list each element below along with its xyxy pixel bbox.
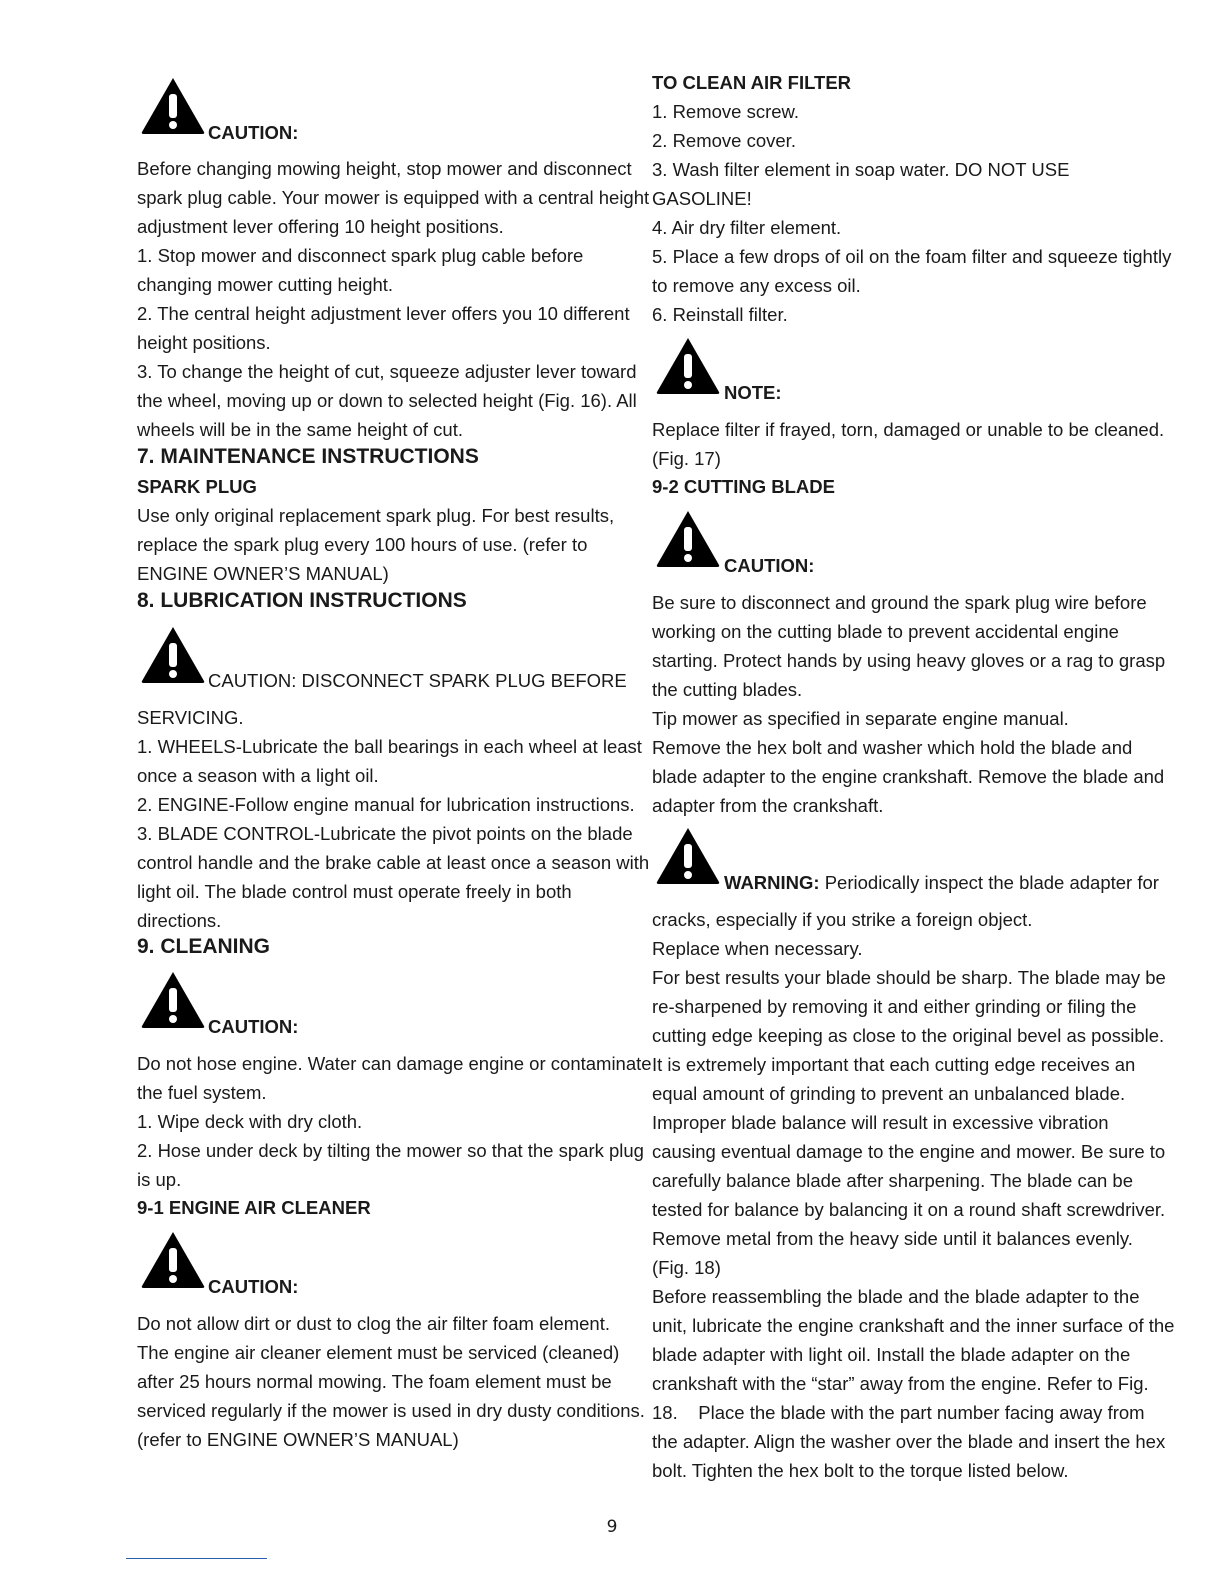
text-line: bolt. Tighten the hex bolt to the torque listed below.	[652, 1460, 1069, 1481]
text-line: Before reassembling the blade and the blade adapter to the	[652, 1286, 1140, 1307]
text-line: GASOLINE!	[652, 188, 752, 209]
text-line: height positions.	[137, 332, 271, 353]
text-line: Do not allow dirt or dust to clog the air filter foam element.	[137, 1313, 610, 1334]
subheading-cutting-blade: 9-2 CUTTING BLADE	[652, 476, 835, 497]
warning-label: WARNING:	[724, 872, 820, 893]
caution-disconnect-text: CAUTION: DISCONNECT SPARK PLUG BEFORE	[208, 670, 627, 691]
text-line: Be sure to disconnect and ground the spark plug wire before	[652, 592, 1147, 613]
text-line: cutting edge keeping as close to the original bevel as possible.	[652, 1025, 1165, 1046]
caution-label: CAUTION:	[208, 1276, 299, 1297]
text-line: is up.	[137, 1169, 182, 1190]
text-line: 5. Place a few drops of oil on the foam filter and squeeze tightly	[652, 246, 1172, 267]
warning-triangle-icon	[140, 1230, 208, 1290]
section-heading-lubrication: 8. LUBRICATION INSTRUCTIONS	[137, 589, 467, 612]
text-line: 4. Air dry filter element.	[652, 217, 842, 238]
text-line: Before changing mowing height, stop mower and disconnect	[137, 158, 632, 179]
text-line: 18. Place the blade with the part number facing away from	[652, 1402, 1145, 1423]
text-line: 3. Wash filter element in soap water. DO NOT USE	[652, 159, 1070, 180]
text-line: SERVICING.	[137, 707, 244, 728]
warning-triangle-icon	[140, 970, 208, 1030]
text-line: Tip mower as specified in separate engine manual.	[652, 708, 1069, 729]
text-line: 6. Reinstall filter.	[652, 304, 788, 325]
text-line: 2. Hose under deck by tilting the mower so that the spark plug	[137, 1140, 644, 1161]
text-line: Replace when necessary.	[652, 938, 863, 959]
text-line: Do not hose engine. Water can damage engine or contaminate	[137, 1053, 652, 1074]
text-line: cracks, especially if you strike a foreign object.	[652, 909, 1033, 930]
text-line: working on the cutting blade to prevent accidental engine	[652, 621, 1119, 642]
text-line: ENGINE OWNER’S MANUAL)	[137, 563, 389, 584]
text-line: equal amount of grinding to prevent an unbalanced blade.	[652, 1083, 1126, 1104]
warning-triangle-icon	[655, 826, 723, 886]
text-line: blade adapter with light oil. Install the blade adapter on the	[652, 1344, 1131, 1365]
text-line: wheels will be in the same height of cut.	[137, 419, 463, 440]
text-line: unit, lubricate the engine crankshaft and the inner surface of the	[652, 1315, 1175, 1336]
warning-text: Periodically inspect the blade adapter for	[819, 872, 1159, 893]
caution-label: CAUTION:	[724, 555, 815, 576]
text-line: control handle and the brake cable at least once a season with	[137, 852, 650, 873]
text-line: 1. Remove screw.	[652, 101, 800, 122]
text-line: crankshaft with the “star” away from the engine. Refer to Fig.	[652, 1373, 1149, 1394]
text-line: starting. Protect hands by using heavy gloves or a rag to grasp	[652, 650, 1166, 671]
section-heading-maintenance: 7. MAINTENANCE INSTRUCTIONS	[137, 445, 479, 468]
footnote-divider	[126, 1558, 267, 1559]
warning-line	[724, 872, 1159, 894]
text-line: tested for balance by balancing it on a round shaft screwdriver.	[652, 1199, 1166, 1220]
text-line: (Fig. 18)	[652, 1257, 721, 1278]
text-line: Use only original replacement spark plug. For best results,	[137, 505, 615, 526]
text-line: The engine air cleaner element must be serviced (cleaned)	[137, 1342, 620, 1363]
text-line: re-sharpened by removing it and either grinding or filing the	[652, 996, 1137, 1017]
text-line: Remove metal from the heavy side until it balances evenly.	[652, 1228, 1133, 1249]
text-line: 2. ENGINE-Follow engine manual for lubrication instructions.	[137, 794, 635, 815]
text-line: It is extremely important that each cutting edge receives an	[652, 1054, 1136, 1075]
caution-label: CAUTION:	[208, 1016, 299, 1037]
text-line: 3. To change the height of cut, squeeze adjuster lever toward	[137, 361, 637, 382]
subheading-clean-air-filter: TO CLEAN AIR FILTER	[652, 72, 852, 93]
warning-triangle-icon	[140, 625, 208, 685]
text-line: after 25 hours normal mowing. The foam element must be	[137, 1371, 612, 1392]
note-label: NOTE:	[724, 382, 782, 403]
text-line: causing eventual damage to the engine and mower. Be sure to	[652, 1141, 1166, 1162]
text-line: Improper blade balance will result in excessive vibration	[652, 1112, 1109, 1133]
text-line: adjustment lever offering 10 height positions.	[137, 216, 504, 237]
text-line: adapter from the crankshaft.	[652, 795, 884, 816]
subheading-spark-plug: SPARK PLUG	[137, 476, 257, 497]
text-line: 2. Remove cover.	[652, 130, 796, 151]
text-line: 2. The central height adjustment lever offers you 10 different	[137, 303, 630, 324]
text-line: replace the spark plug every 100 hours of use. (refer to	[137, 534, 588, 555]
warning-triangle-icon	[140, 76, 208, 136]
text-line: 3. BLADE CONTROL-Lubricate the pivot points on the blade	[137, 823, 633, 844]
caution-label: CAUTION:	[208, 122, 299, 143]
text-line: the adapter. Align the washer over the blade and insert the hex	[652, 1431, 1166, 1452]
warning-triangle-icon	[655, 336, 723, 396]
text-line: Replace filter if frayed, torn, damaged or unable to be cleaned.	[652, 419, 1165, 440]
text-line: serviced regularly if the mower is used in dry dusty conditions.	[137, 1400, 645, 1421]
text-line: to remove any excess oil.	[652, 275, 861, 296]
subheading-engine-air-cleaner: 9-1 ENGINE AIR CLEANER	[137, 1197, 371, 1218]
text-line: once a season with a light oil.	[137, 765, 379, 786]
text-line: 1. WHEELS-Lubricate the ball bearings in each wheel at least	[137, 736, 642, 757]
text-line: Remove the hex bolt and washer which hold the blade and	[652, 737, 1133, 758]
text-line: the cutting blades.	[652, 679, 803, 700]
text-line: light oil. The blade control must operate freely in both	[137, 881, 572, 902]
text-line: directions.	[137, 910, 222, 931]
page-number: 9	[606, 1517, 618, 1537]
text-line: the fuel system.	[137, 1082, 267, 1103]
text-line: (refer to ENGINE OWNER’S MANUAL)	[137, 1429, 459, 1450]
text-line: For best results your blade should be sharp. The blade may be	[652, 967, 1166, 988]
text-line: 1. Stop mower and disconnect spark plug cable before	[137, 245, 584, 266]
section-heading-cleaning: 9. CLEANING	[137, 935, 271, 958]
text-line: spark plug cable. Your mower is equipped with a central height	[137, 187, 650, 208]
text-line: changing mower cutting height.	[137, 274, 394, 295]
text-line: (Fig. 17)	[652, 448, 721, 469]
text-line: carefully balance blade after sharpening. The blade can be	[652, 1170, 1133, 1191]
text-line: blade adapter to the engine crankshaft. Remove the blade and	[652, 766, 1165, 787]
warning-triangle-icon	[655, 509, 723, 569]
text-line: the wheel, moving up or down to selected height (Fig. 16). All	[137, 390, 637, 411]
text-line: 1. Wipe deck with dry cloth.	[137, 1111, 363, 1132]
